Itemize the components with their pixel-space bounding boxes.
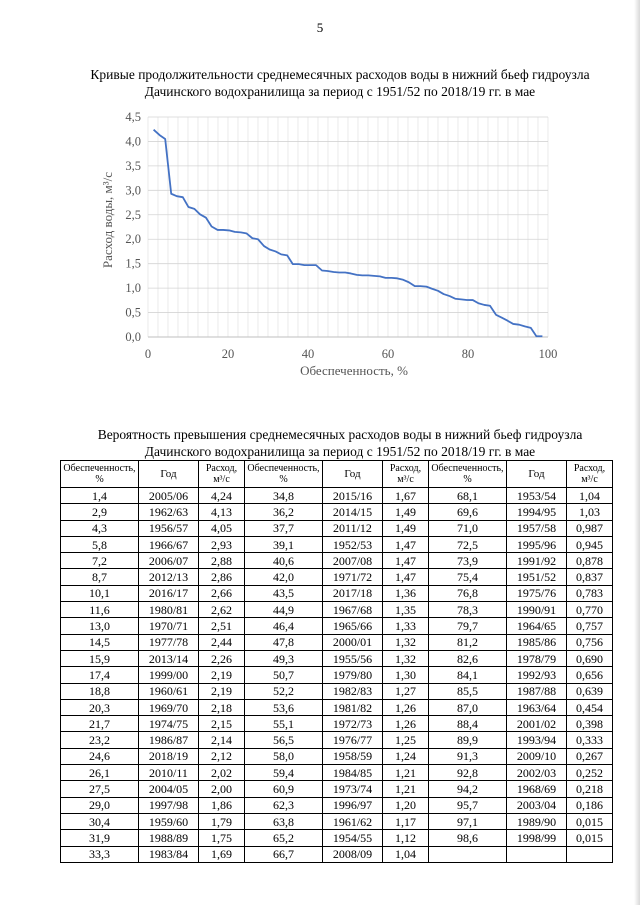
table-row [61, 488, 613, 504]
cell-discharge-3: 0,333 [567, 732, 613, 748]
cell-probability-1: 13,0 [61, 618, 139, 634]
y-tick-label: 4,0 [125, 134, 141, 149]
cell-year-2: 1973/74 [323, 781, 383, 797]
y-tick-label: 3,5 [125, 158, 141, 173]
cell-probability-3: 91,3 [429, 748, 507, 764]
cell-probability-3: 89,9 [429, 732, 507, 748]
cell-discharge-2: 1,47 [383, 536, 429, 552]
table-row [61, 699, 613, 715]
cell-probability-1: 26,1 [61, 765, 139, 781]
cell-year-2: 2014/15 [323, 504, 383, 520]
cell-probability-3: 88,4 [429, 716, 507, 732]
cell-year-1: 1956/57 [139, 520, 199, 536]
cell-probability-1: 24,6 [61, 748, 139, 764]
cell-probability-2: 59,4 [245, 765, 323, 781]
cell-discharge-1: 4,05 [199, 520, 245, 536]
cell-probability-3: 84,1 [429, 667, 507, 683]
cell-probability-1: 31,9 [61, 830, 139, 846]
cell-probability-1: 17,4 [61, 667, 139, 683]
cell-year-3: 1989/90 [507, 813, 567, 829]
cell-probability-3: 68,1 [429, 488, 507, 504]
cell-discharge-3: 0,945 [567, 536, 613, 552]
cell-discharge-3: 0,756 [567, 634, 613, 650]
header-discharge-2: Расход, м³/с [383, 461, 429, 488]
cell-probability-2: 37,7 [245, 520, 323, 536]
y-tick-label: 1,5 [125, 256, 141, 271]
cell-discharge-2: 1,47 [383, 569, 429, 585]
cell-probability-2: 65,2 [245, 830, 323, 846]
cell-probability-3: 69,6 [429, 504, 507, 520]
table-row [61, 504, 613, 520]
cell-probability-3: 78,3 [429, 602, 507, 618]
cell-year-1: 2010/11 [139, 765, 199, 781]
cell-discharge-2: 1,20 [383, 797, 429, 813]
cell-year-2: 1979/80 [323, 667, 383, 683]
table-row [61, 602, 613, 618]
table-header-row [61, 461, 613, 488]
cell-probability-1: 18,8 [61, 683, 139, 699]
cell-probability-1: 14,5 [61, 634, 139, 650]
cell-probability-3: 98,6 [429, 830, 507, 846]
cell-discharge-3: 0,186 [567, 797, 613, 813]
cell-discharge-1: 2,44 [199, 634, 245, 650]
cell-probability-3: 72,5 [429, 536, 507, 552]
cell-year-1: 1986/87 [139, 732, 199, 748]
cell-probability-1: 7,2 [61, 553, 139, 569]
x-tick-label: 20 [221, 347, 235, 361]
cell-discharge-1: 4,24 [199, 488, 245, 504]
cell-probability-1: 20,3 [61, 699, 139, 715]
cell-year-3: 1957/58 [507, 520, 567, 536]
x-tick-label: 100 [538, 347, 558, 361]
y-tick-label: 3,0 [125, 183, 141, 198]
cell-probability-1: 8,7 [61, 569, 139, 585]
table-title [60, 426, 620, 460]
header-probability-3: Обеспеченность, % [429, 461, 507, 488]
cell-probability-1: 2,9 [61, 504, 139, 520]
cell-discharge-3: 0,639 [567, 683, 613, 699]
cell-year-3: 1998/99 [507, 830, 567, 846]
header-discharge-1: Расход, м³/с [199, 461, 245, 488]
cell-probability-2: 53,6 [245, 699, 323, 715]
cell-discharge-1: 2,66 [199, 585, 245, 601]
cell-discharge-1: 1,86 [199, 797, 245, 813]
table-row [61, 650, 613, 666]
cell-probability-1: 1,4 [61, 488, 139, 504]
cell-discharge-1: 2,12 [199, 748, 245, 764]
y-tick-label: 2,0 [125, 232, 141, 247]
cell-year-3 [507, 846, 567, 862]
cell-year-1: 1999/00 [139, 667, 199, 683]
cell-year-2: 1976/77 [323, 732, 383, 748]
cell-year-1: 2005/06 [139, 488, 199, 504]
cell-discharge-2: 1,27 [383, 683, 429, 699]
cell-discharge-3: 0,267 [567, 748, 613, 764]
cell-year-2: 1984/85 [323, 765, 383, 781]
cell-year-1: 1959/60 [139, 813, 199, 829]
table-row [61, 830, 613, 846]
chart-tick-labels [125, 110, 557, 361]
table-title-line-1: Вероятность превышения среднемесячных расходов воды в нижний бьеф гидроузла [97, 427, 583, 442]
cell-year-1: 1970/71 [139, 618, 199, 634]
cell-probability-1: 15,9 [61, 650, 139, 666]
cell-probability-2: 58,0 [245, 748, 323, 764]
cell-year-3: 1963/64 [507, 699, 567, 715]
x-axis-label: Обеспеченность, % [300, 363, 408, 378]
table-row [61, 520, 613, 536]
cell-discharge-2: 1,49 [383, 520, 429, 536]
cell-year-3: 2003/04 [507, 797, 567, 813]
cell-year-2: 2017/18 [323, 585, 383, 601]
cell-year-3: 1964/65 [507, 618, 567, 634]
cell-discharge-3: 0,015 [567, 830, 613, 846]
header-probability-2: Обеспеченность, % [245, 461, 323, 488]
cell-year-3: 1951/52 [507, 569, 567, 585]
cell-discharge-2: 1,25 [383, 732, 429, 748]
table-row [61, 667, 613, 683]
cell-discharge-2: 1,32 [383, 634, 429, 650]
cell-probability-2: 52,2 [245, 683, 323, 699]
cell-probability-2: 60,9 [245, 781, 323, 797]
cell-year-2: 2000/01 [323, 634, 383, 650]
cell-discharge-3 [567, 846, 613, 862]
cell-year-2: 2008/09 [323, 846, 383, 862]
cell-year-3: 2002/03 [507, 765, 567, 781]
cell-year-3: 1995/96 [507, 536, 567, 552]
header-year-2: Год [323, 461, 383, 488]
cell-probability-3: 94,2 [429, 781, 507, 797]
cell-year-2: 1965/66 [323, 618, 383, 634]
cell-probability-3: 71,0 [429, 520, 507, 536]
cell-discharge-1: 2,02 [199, 765, 245, 781]
cell-year-2: 1954/55 [323, 830, 383, 846]
cell-probability-3: 82,6 [429, 650, 507, 666]
cell-probability-3: 75,4 [429, 569, 507, 585]
cell-year-1: 1980/81 [139, 602, 199, 618]
cell-discharge-3: 0,015 [567, 813, 613, 829]
cell-probability-2: 42,0 [245, 569, 323, 585]
cell-year-3: 1985/86 [507, 634, 567, 650]
cell-probability-2: 44,9 [245, 602, 323, 618]
table-row [61, 732, 613, 748]
cell-year-2: 1981/82 [323, 699, 383, 715]
cell-discharge-2: 1,49 [383, 504, 429, 520]
cell-discharge-1: 2,51 [199, 618, 245, 634]
cell-year-2: 1982/83 [323, 683, 383, 699]
cell-year-1: 2018/19 [139, 748, 199, 764]
cell-probability-1: 11,6 [61, 602, 139, 618]
table-row [61, 797, 613, 813]
y-tick-label: 4,5 [125, 110, 141, 124]
cell-year-3: 1987/88 [507, 683, 567, 699]
cell-discharge-3: 0,783 [567, 585, 613, 601]
cell-discharge-3: 0,757 [567, 618, 613, 634]
cell-probability-2: 39,1 [245, 536, 323, 552]
cell-probability-3: 79,7 [429, 618, 507, 634]
cell-probability-1: 4,3 [61, 520, 139, 536]
probability-table [60, 460, 613, 863]
cell-year-1: 2012/13 [139, 569, 199, 585]
table-row [61, 846, 613, 862]
cell-discharge-3: 0,656 [567, 667, 613, 683]
cell-probability-1: 33,3 [61, 846, 139, 862]
cell-discharge-2: 1,32 [383, 650, 429, 666]
cell-year-2: 1961/62 [323, 813, 383, 829]
cell-probability-2: 36,2 [245, 504, 323, 520]
cell-probability-1: 29,0 [61, 797, 139, 813]
cell-probability-2: 46,4 [245, 618, 323, 634]
cell-discharge-1: 2,00 [199, 781, 245, 797]
cell-probability-2: 49,3 [245, 650, 323, 666]
cell-year-3: 1978/79 [507, 650, 567, 666]
cell-discharge-3: 0,218 [567, 781, 613, 797]
cell-probability-2: 63,8 [245, 813, 323, 829]
cell-probability-1: 5,8 [61, 536, 139, 552]
y-tick-label: 0,5 [125, 305, 141, 320]
cell-probability-3: 76,8 [429, 585, 507, 601]
cell-probability-3: 92,8 [429, 765, 507, 781]
table-row [61, 765, 613, 781]
page-number: 5 [316, 20, 324, 35]
header-discharge-3: Расход, м³/с [567, 461, 613, 488]
x-tick-label: 80 [461, 347, 475, 361]
y-axis-label: Расход воды, м³/с [100, 171, 115, 269]
cell-year-2: 1967/68 [323, 602, 383, 618]
cell-year-1: 1997/98 [139, 797, 199, 813]
cell-year-3: 1992/93 [507, 667, 567, 683]
chart-title [60, 66, 620, 100]
cell-year-3: 1991/92 [507, 553, 567, 569]
x-tick-label: 40 [301, 347, 315, 361]
cell-year-2: 1955/56 [323, 650, 383, 666]
cell-probability-2: 34,8 [245, 488, 323, 504]
cell-year-2: 2011/12 [323, 520, 383, 536]
chart-grid [148, 117, 548, 337]
x-tick-label: 60 [381, 347, 395, 361]
cell-probability-3: 81,2 [429, 634, 507, 650]
cell-year-2: 1958/59 [323, 748, 383, 764]
table-row [61, 781, 613, 797]
cell-discharge-2: 1,35 [383, 602, 429, 618]
table-row [61, 716, 613, 732]
cell-discharge-1: 2,88 [199, 553, 245, 569]
cell-probability-3 [429, 846, 507, 862]
header-probability-1: Обеспеченность, % [61, 461, 139, 488]
cell-discharge-3: 1,04 [567, 488, 613, 504]
cell-discharge-2: 1,36 [383, 585, 429, 601]
cell-discharge-1: 2,93 [199, 536, 245, 552]
cell-discharge-1: 2,15 [199, 716, 245, 732]
cell-probability-2: 40,6 [245, 553, 323, 569]
cell-probability-3: 87,0 [429, 699, 507, 715]
cell-year-2: 2015/16 [323, 488, 383, 504]
cell-probability-2: 47,8 [245, 634, 323, 650]
cell-probability-2: 50,7 [245, 667, 323, 683]
cell-discharge-1: 2,62 [199, 602, 245, 618]
cell-year-2: 1972/73 [323, 716, 383, 732]
cell-year-1: 2016/17 [139, 585, 199, 601]
cell-year-3: 1953/54 [507, 488, 567, 504]
table-row [61, 553, 613, 569]
cell-discharge-2: 1,30 [383, 667, 429, 683]
table-row [61, 748, 613, 764]
cell-discharge-3: 1,03 [567, 504, 613, 520]
cell-discharge-2: 1,24 [383, 748, 429, 764]
cell-year-3: 1990/91 [507, 602, 567, 618]
chart-title-line-1: Кривые продолжительности среднемесячных расходов воды в нижний бьеф гидроузла [90, 67, 590, 82]
cell-probability-2: 66,7 [245, 846, 323, 862]
cell-probability-1: 10,1 [61, 585, 139, 601]
cell-discharge-3: 0,690 [567, 650, 613, 666]
y-tick-label: 0,0 [125, 330, 141, 344]
table-row [61, 536, 613, 552]
x-tick-label: 0 [144, 347, 152, 361]
cell-year-1: 1977/78 [139, 634, 199, 650]
cell-year-1: 1962/63 [139, 504, 199, 520]
cell-discharge-1: 2,19 [199, 683, 245, 699]
table-row [61, 634, 613, 650]
cell-discharge-1: 1,69 [199, 846, 245, 862]
cell-probability-2: 56,5 [245, 732, 323, 748]
cell-year-1: 1969/70 [139, 699, 199, 715]
cell-discharge-2: 1,21 [383, 781, 429, 797]
cell-year-1: 1983/84 [139, 846, 199, 862]
cell-discharge-2: 1,12 [383, 830, 429, 846]
cell-year-1: 1960/61 [139, 683, 199, 699]
cell-probability-1: 30,4 [61, 813, 139, 829]
duration-curve-chart [90, 100, 580, 385]
cell-year-3: 2001/02 [507, 716, 567, 732]
cell-discharge-1: 2,86 [199, 569, 245, 585]
cell-year-2: 1952/53 [323, 536, 383, 552]
cell-discharge-3: 0,252 [567, 765, 613, 781]
cell-discharge-3: 0,454 [567, 699, 613, 715]
cell-year-3: 1968/69 [507, 781, 567, 797]
cell-discharge-2: 1,26 [383, 699, 429, 715]
table-row [61, 569, 613, 585]
cell-discharge-1: 2,19 [199, 667, 245, 683]
cell-discharge-1: 4,13 [199, 504, 245, 520]
cell-probability-3: 73,9 [429, 553, 507, 569]
cell-year-2: 1971/72 [323, 569, 383, 585]
cell-discharge-2: 1,17 [383, 813, 429, 829]
header-year-3: Год [507, 461, 567, 488]
table-title-line-2: Дачинского водохранилища за период с 1951/52 по 2018/19 гг. в мае [144, 444, 536, 459]
cell-year-1: 2013/14 [139, 650, 199, 666]
cell-year-1: 1974/75 [139, 716, 199, 732]
cell-discharge-2: 1,67 [383, 488, 429, 504]
cell-year-1: 1988/89 [139, 830, 199, 846]
cell-year-1: 2004/05 [139, 781, 199, 797]
cell-probability-1: 21,7 [61, 716, 139, 732]
cell-year-3: 2009/10 [507, 748, 567, 764]
table-row [61, 683, 613, 699]
cell-discharge-2: 1,26 [383, 716, 429, 732]
cell-discharge-3: 0,837 [567, 569, 613, 585]
cell-probability-3: 85,5 [429, 683, 507, 699]
cell-year-1: 1966/67 [139, 536, 199, 552]
cell-discharge-2: 1,33 [383, 618, 429, 634]
cell-discharge-3: 0,878 [567, 553, 613, 569]
cell-discharge-3: 0,770 [567, 602, 613, 618]
cell-discharge-2: 1,47 [383, 553, 429, 569]
chart-title-line-2: Дачинского водохранилища за период с 1951/52 по 2018/19 гг. в мае [144, 84, 536, 99]
cell-probability-2: 43,5 [245, 585, 323, 601]
table-row [61, 813, 613, 829]
cell-year-2: 2007/08 [323, 553, 383, 569]
cell-year-2: 1996/97 [323, 797, 383, 813]
cell-discharge-3: 0,987 [567, 520, 613, 536]
cell-discharge-2: 1,04 [383, 846, 429, 862]
cell-probability-1: 23,2 [61, 732, 139, 748]
cell-probability-3: 97,1 [429, 813, 507, 829]
cell-year-1: 2006/07 [139, 553, 199, 569]
cell-discharge-1: 2,18 [199, 699, 245, 715]
cell-year-3: 1975/76 [507, 585, 567, 601]
cell-discharge-3: 0,398 [567, 716, 613, 732]
cell-probability-2: 62,3 [245, 797, 323, 813]
cell-discharge-1: 2,14 [199, 732, 245, 748]
y-tick-label: 2,5 [125, 207, 141, 222]
cell-year-3: 1994/95 [507, 504, 567, 520]
table-row [61, 618, 613, 634]
header-year-1: Год [139, 461, 199, 488]
cell-year-3: 1993/94 [507, 732, 567, 748]
cell-probability-3: 95,7 [429, 797, 507, 813]
cell-discharge-1: 2,26 [199, 650, 245, 666]
table-row [61, 585, 613, 601]
cell-probability-2: 55,1 [245, 716, 323, 732]
y-tick-label: 1,0 [125, 281, 141, 296]
cell-discharge-1: 1,75 [199, 830, 245, 846]
cell-discharge-2: 1,21 [383, 765, 429, 781]
page-edge-shadow [634, 0, 640, 905]
cell-probability-1: 27,5 [61, 781, 139, 797]
cell-discharge-1: 1,79 [199, 813, 245, 829]
